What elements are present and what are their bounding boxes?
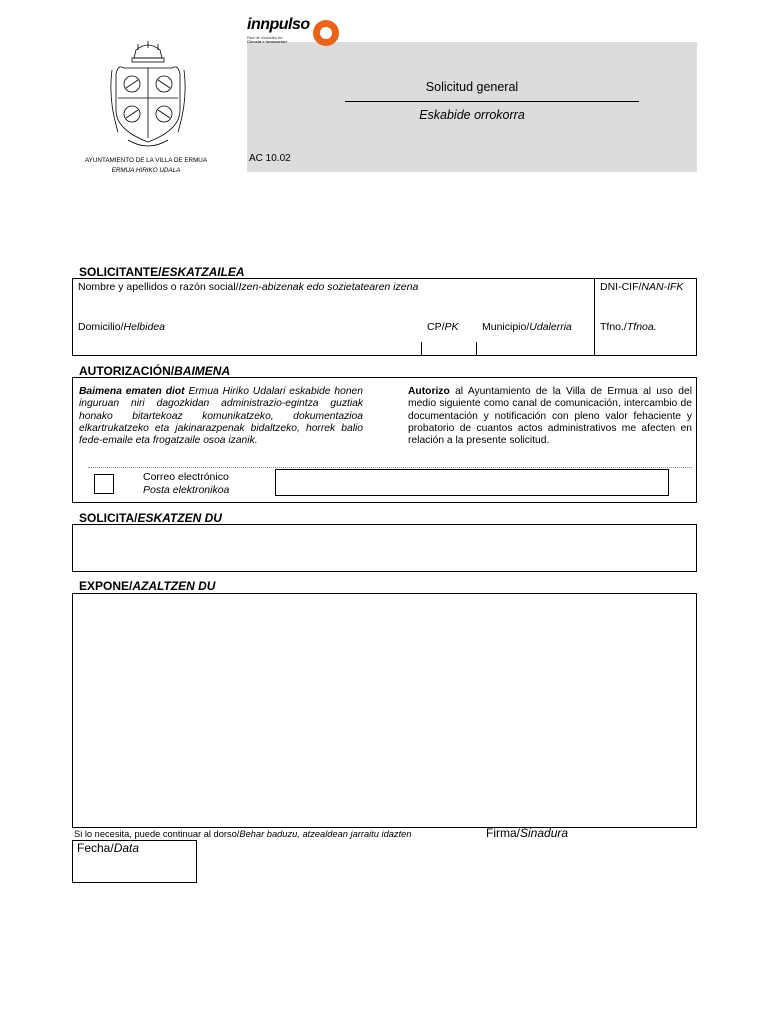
name-field-label[interactable]: Nombre y apellidos o razón social/Izen-abizenak edo sozietatearen izena [78,281,419,293]
email-checkbox[interactable] [94,474,114,494]
autorizacion-text-es: Autorizo al Ayuntamiento de la Villa de Ermua al uso del medio siguiente como canal de comunicación, intercambio de documentación y notificación con pleno valor fehaciente y probatorio de cuantos actos administrativos me afecten en relación a la presente solicitud. [408,386,692,447]
autorizacion-separator [88,467,692,468]
firma-label: Firma/Sinadura [486,826,569,840]
brand-mark-icon [311,18,341,48]
brand-sub2: Ciencia e Innovación [247,39,287,44]
domicilio-field-label[interactable]: Domicilio/Helbidea [78,321,165,333]
innpulso-logo [247,16,347,50]
solicita-textarea[interactable] [72,524,697,572]
form-code: AC 10.02 [249,153,291,164]
autorizacion-heading: AUTORIZACIÓN/BAIMENA [79,364,231,378]
brand-name: innpulso [247,16,310,33]
cp-tick [421,342,422,356]
fecha-label: Fecha/Data [77,841,140,855]
form-title: Solicitud general [425,80,519,94]
municipio-field-label[interactable]: Municipio/Udalerria [482,321,572,333]
tfno-field-label[interactable]: Tfno./Tfnoa. [600,321,657,333]
solicita-heading: SOLICITA/ESKATZEN DU [79,511,222,525]
municipal-crest [108,40,188,157]
org-name: AYUNTAMIENTO DE LA VILLA DE ERMUA [84,157,208,164]
solicitante-heading: SOLICITANTE/ESKATZAILEA [79,265,245,279]
expone-heading: EXPONE/AZALTZEN DU [79,579,216,593]
expone-textarea[interactable] [72,593,697,828]
dni-divider [594,278,595,356]
form-subtitle: Eskabide orrokorra [419,108,525,122]
cp-field-label[interactable]: CP/PK [427,321,459,333]
dni-field-label[interactable]: DNI-CIF/NAN-IFK [600,281,684,293]
continue-note: Si lo necesita, puede continuar al dorso/Behar baduzu, atzealdean jarraitu idazten [74,829,412,839]
email-option-label: Correo electrónico Posta elektronikoa [143,471,230,496]
municipio-tick [476,342,477,356]
autorizacion-text-eu: Baimena ematen diot Ermua Hiriko Udalari eskabide honen inguruan niri dagozkidan administrazio-egintza guztiak honako bitartekoaz komunikatzeko, dokumentazioa elkartrukatzeko eta jakinarazpenak bidaltzeko, horrek balio fede-emaile eta frogatzaile osoa izanik. [79,386,363,447]
email-input[interactable] [275,469,669,496]
brand-sub1: Red de ciudades de [247,35,283,40]
org-name-basque: ERMUA HIRIKO UDALA [111,167,181,174]
title-divider [345,101,639,102]
